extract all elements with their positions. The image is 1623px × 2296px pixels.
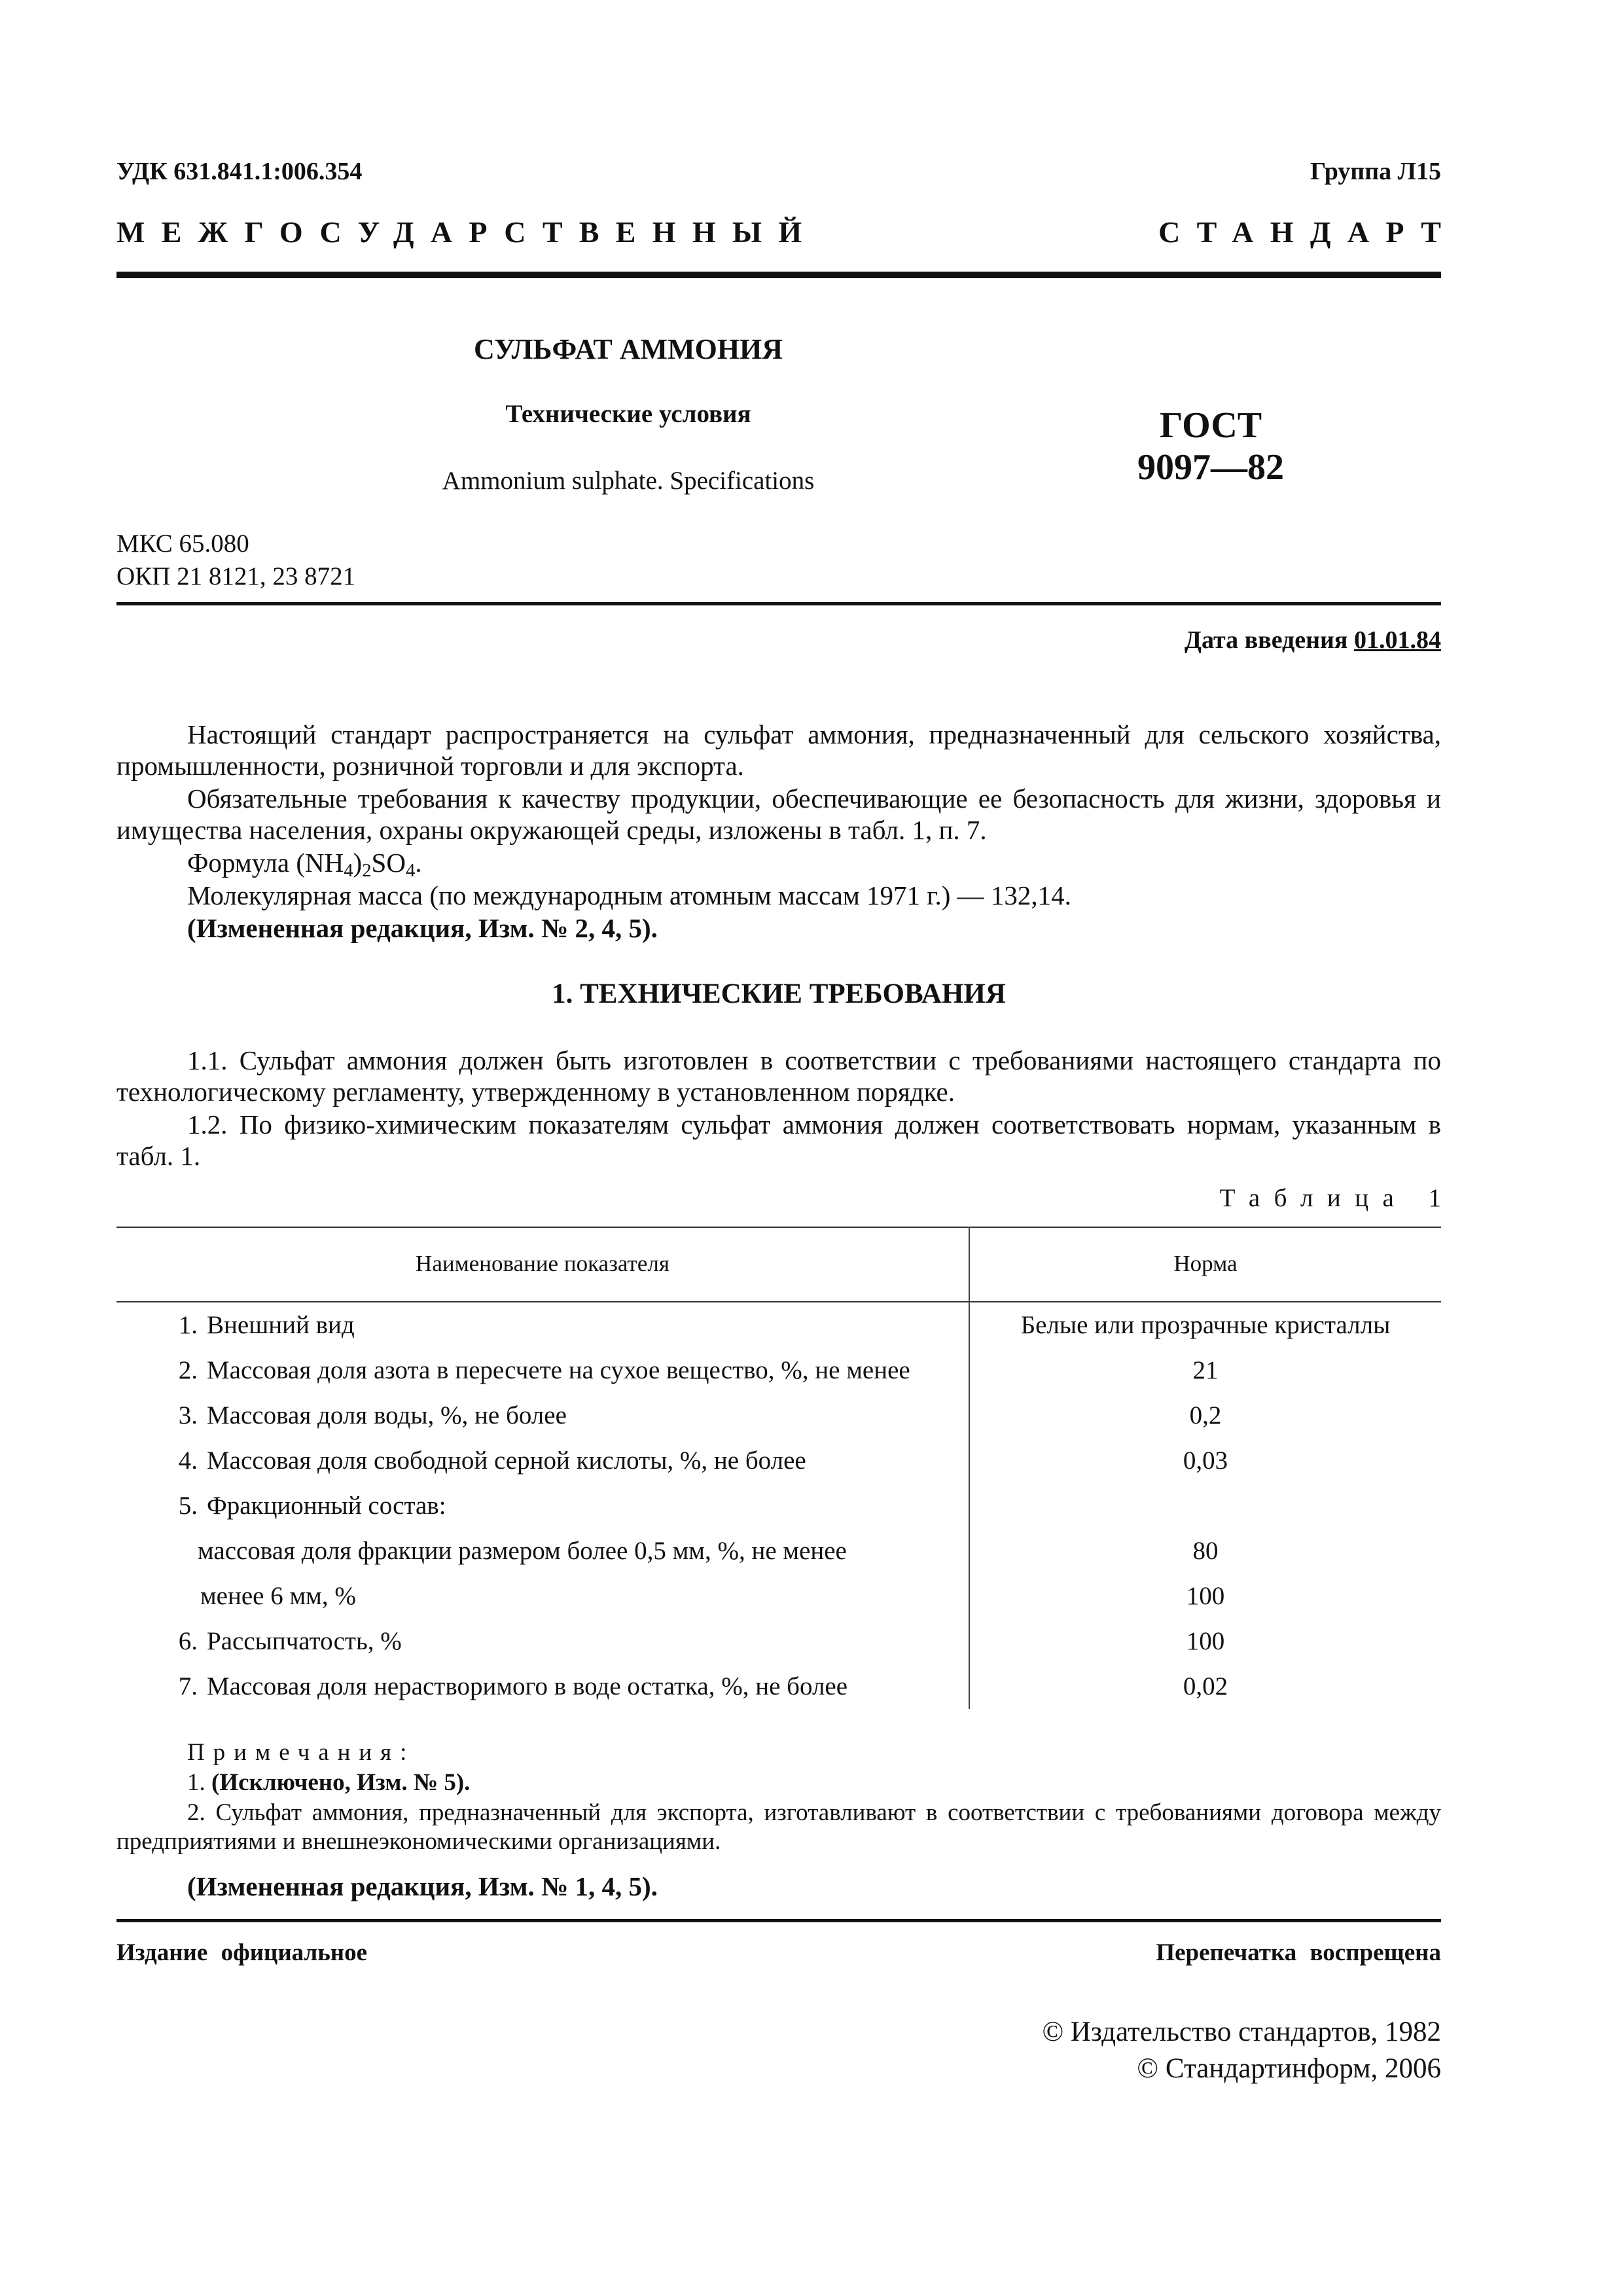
row-value: 21 [1192, 1356, 1219, 1384]
row-name: Массовая доля свободной серной кислоты, %, не более [207, 1446, 806, 1475]
row-value: Белые или прозрачные кристаллы [1020, 1311, 1391, 1339]
row-name: менее 6 мм, % [200, 1582, 356, 1610]
mks-code: МКС 65.080 [116, 529, 249, 558]
okp-code: ОКП 21 8121, 23 8721 [116, 562, 356, 590]
row-value: 0,2 [1189, 1401, 1222, 1429]
preamble-paragraph-2: Обязательные требования к качеству продукции, обеспечивающие ее безопасность для жизни, здоровья и имущества населения, охраны окружающей среды, изложены в табл. 1, п. 7. [116, 783, 1441, 845]
codes-rule [116, 602, 1441, 605]
gost-number: 9097—82 [1137, 447, 1284, 488]
table-row [116, 1438, 1441, 1483]
row-value: 100 [1186, 1582, 1225, 1610]
column-header-norm: Норма [969, 1227, 1441, 1302]
row-number: 1. [178, 1311, 198, 1339]
table-1 [116, 1227, 1441, 1709]
table-header-row [116, 1227, 1441, 1302]
notes-amendment: (Измененная редакция, Изм. № 1, 4, 5). [187, 1871, 658, 1901]
document-title: СУЛЬФАТ АММОНИЯ [473, 333, 783, 365]
formula: $(NH_4)_2SO_4$. [296, 848, 422, 882]
document-subtitle: Технические условия [505, 400, 751, 428]
row-value [969, 1483, 1441, 1528]
row-number: 2. [178, 1356, 198, 1384]
formula-line [187, 847, 422, 882]
table-row [116, 1619, 1441, 1664]
official-edition: Издание официальное [116, 1939, 368, 1966]
row-name: Массовая доля азота в пересчете на сухое вещество, %, не менее [207, 1356, 910, 1384]
udk-code: УДК 631.841.1:006.354 [116, 158, 363, 185]
row-number: 3. [178, 1401, 198, 1429]
table-row [116, 1348, 1441, 1393]
gost-label: ГОСТ [1159, 405, 1262, 446]
row-number: 4. [178, 1446, 198, 1475]
table-row [116, 1528, 1441, 1573]
table-row [116, 1302, 1441, 1348]
group-code: Группа Л15 [1310, 158, 1441, 185]
row-name: Внешний вид [207, 1311, 355, 1339]
row-name: Массовая доля нерастворимого в воде остатка, %, не более [207, 1672, 848, 1700]
table-caption: Таблица 1 [1219, 1184, 1455, 1212]
row-value: 0,02 [1183, 1672, 1228, 1700]
intro-date-label: Дата введения [1184, 626, 1348, 654]
footer-rule [116, 1919, 1441, 1922]
formula-label: Формула [187, 848, 290, 878]
clause-1-1: 1.1. Сульфат аммония должен быть изготовлен в соответствии с требованиями настоящего стандарта по технологическому регламенту, утвержденному в установленном порядке. [116, 1045, 1441, 1107]
row-name: Рассыпчатость, % [207, 1627, 402, 1655]
row-number: 5. [178, 1492, 198, 1520]
note-1-number: 1. [187, 1769, 205, 1796]
row-value: 0,03 [1183, 1446, 1228, 1475]
row-name: массовая доля фракции размером более 0,5 мм, %, не менее [198, 1537, 847, 1565]
row-number: 6. [178, 1627, 198, 1655]
row-number: 7. [178, 1672, 198, 1700]
notes-heading: Примечания: [187, 1739, 416, 1766]
reprint-forbidden: Перепечатка воспрещена [1156, 1939, 1441, 1966]
intro-date-value: 01.01.84 [1354, 626, 1441, 654]
english-title: Ammonium sulphate. Specifications [442, 467, 815, 495]
clause-1-2: 1.2. По физико-химическим показателям сульфат аммония должен соответствовать нормам, указанным в табл. 1. [116, 1109, 1441, 1171]
table-row [116, 1664, 1441, 1709]
interstate-label-right: СТАНДАРТ [1158, 215, 1458, 249]
preamble-paragraph-1: Настоящий стандарт распространяется на сульфат аммония, предназначенный для сельского хозяйства, промышленности, розничной торговли и для экспорта. [116, 719, 1441, 781]
column-header-name: Наименование показателя [116, 1227, 969, 1302]
intro-date [1185, 626, 1441, 655]
row-name: Фракционный состав: [207, 1492, 446, 1520]
header-rule [116, 272, 1441, 278]
table-row [116, 1483, 1441, 1528]
table-row [116, 1393, 1441, 1438]
note-2: 2. Сульфат аммония, предназначенный для экспорта, изготавливают в соответствии с требованиями договора между предприятиями и внешнеэкономическими организациями. [116, 1799, 1441, 1855]
interstate-label-left: МЕЖГОСУДАРСТВЕННЫЙ [116, 215, 819, 249]
note-1 [187, 1768, 470, 1797]
row-name: Массовая доля воды, %, не более [207, 1401, 567, 1429]
section-heading: 1. ТЕХНИЧЕСКИЕ ТРЕБОВАНИЯ [552, 978, 1006, 1009]
note-1-text: (Исключено, Изм. № 5). [211, 1769, 471, 1796]
molecular-mass: Молекулярная масса (по международным атомным массам 1971 г.) — 132,14. [187, 880, 1071, 910]
amendment-note: (Измененная редакция, Изм. № 2, 4, 5). [187, 913, 658, 943]
copyright-2006: © Стандартинформ, 2006 [1137, 2053, 1441, 2084]
row-value: 100 [1186, 1627, 1225, 1655]
row-value: 80 [1192, 1537, 1219, 1565]
table-row [116, 1573, 1441, 1619]
copyright-1982: © Издательство стандартов, 1982 [1042, 2017, 1441, 2047]
